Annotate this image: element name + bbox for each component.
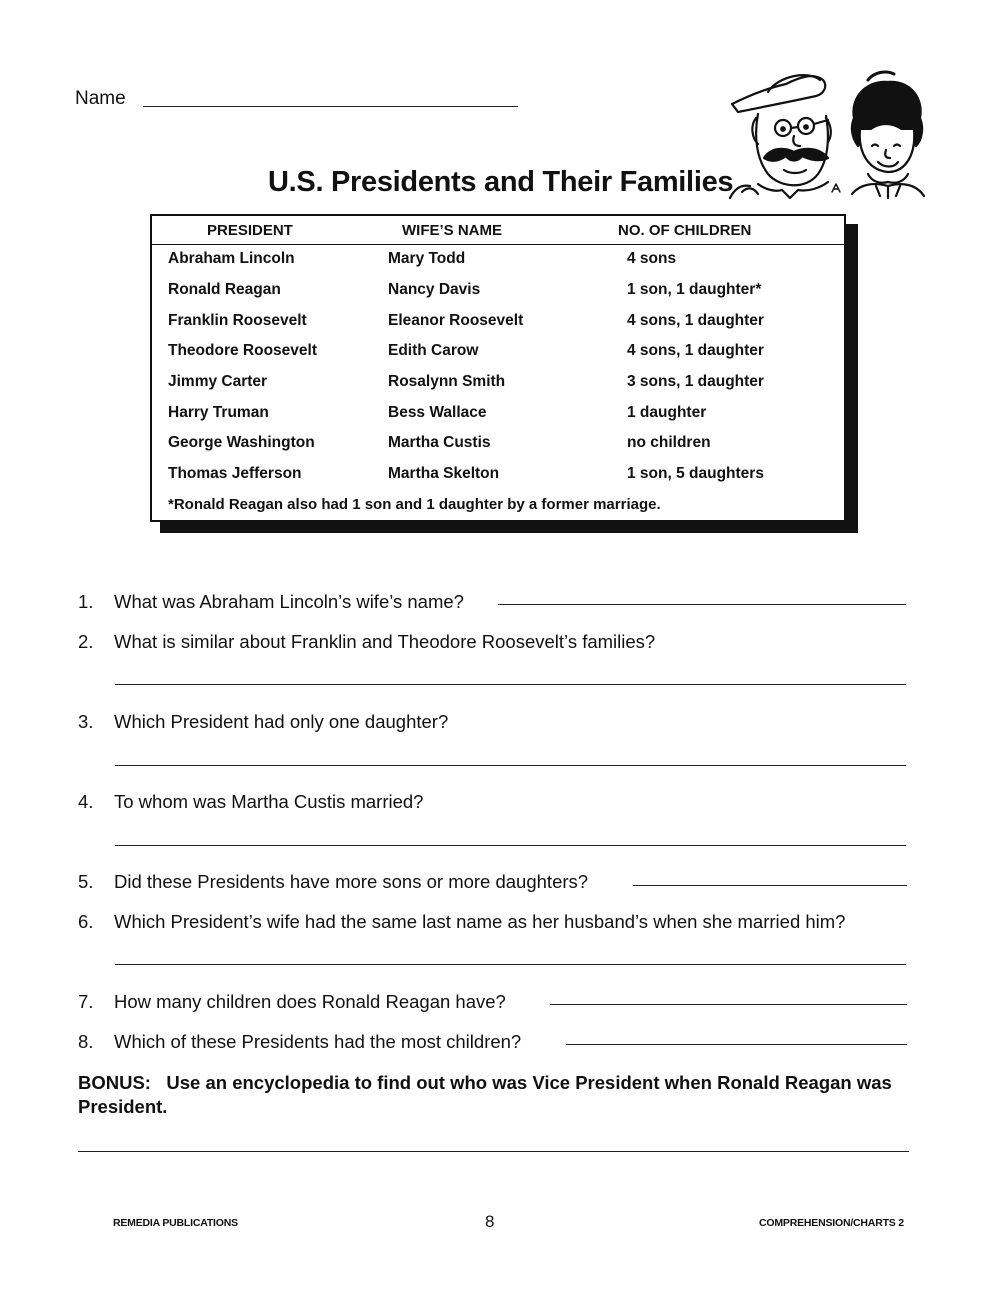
question-1	[78, 591, 464, 613]
president-cell: George Washington	[168, 434, 315, 451]
children-cell: 3 sons, 1 daughter	[627, 373, 764, 390]
table-row	[152, 312, 844, 342]
question-text: Which of these Presidents had the most children?	[114, 1031, 522, 1052]
name-answer-line[interactable]	[143, 106, 518, 107]
children-cell: 4 sons, 1 daughter	[627, 342, 764, 359]
question-text: How many children does Ronald Reagan have?	[114, 991, 506, 1012]
table-row	[152, 281, 844, 311]
president-cell: Jimmy Carter	[168, 373, 268, 390]
footer-publisher: REMEDIA PUBLICATIONS	[113, 1217, 238, 1229]
wife-cell: Rosalynn Smith	[388, 373, 506, 390]
answer-line-1[interactable]	[498, 604, 906, 605]
question-number: 8.	[78, 1031, 94, 1052]
president-cell: Theodore Roosevelt	[168, 342, 317, 359]
page-number: 8	[485, 1212, 495, 1231]
president-cell: Franklin Roosevelt	[168, 312, 307, 329]
answer-line-4[interactable]	[115, 845, 906, 846]
president-cell: Abraham Lincoln	[168, 250, 295, 267]
president-cell: Thomas Jefferson	[168, 465, 302, 482]
president-cell: Ronald Reagan	[168, 281, 281, 298]
question-text: Did these Presidents have more sons or more daughters?	[114, 871, 589, 892]
question-6	[78, 911, 845, 933]
answer-line-5[interactable]	[633, 885, 907, 886]
question-7	[78, 991, 506, 1013]
question-number: 7.	[78, 991, 94, 1012]
wife-cell: Nancy Davis	[388, 281, 481, 298]
table-row	[152, 342, 844, 372]
question-number: 3.	[78, 711, 94, 732]
question-number: 2.	[78, 631, 94, 652]
table-row	[152, 250, 844, 280]
question-text: What is similar about Franklin and Theodore Roosevelt’s families?	[114, 631, 656, 652]
question-text: Which President’s wife had the same last name as her husband’s when she married him?	[114, 911, 846, 932]
column-header-children: NO. OF CHILDREN	[618, 222, 752, 239]
table-row	[152, 465, 844, 495]
wife-cell: Bess Wallace	[388, 404, 487, 421]
wife-cell: Martha Skelton	[388, 465, 500, 482]
question-text: Which President had only one daughter?	[114, 711, 449, 732]
children-cell: 1 daughter	[627, 404, 707, 421]
answer-line-7[interactable]	[550, 1004, 907, 1005]
wife-cell: Martha Custis	[388, 434, 491, 451]
column-header-president: PRESIDENT	[207, 222, 293, 239]
children-cell: no children	[627, 434, 711, 451]
column-header-wife: WIFE’S NAME	[402, 222, 502, 239]
wife-cell: Edith Carow	[388, 342, 479, 359]
answer-line-6[interactable]	[115, 964, 906, 965]
answer-line-3[interactable]	[115, 765, 906, 766]
president-and-first-lady-caricature-icon	[728, 66, 928, 206]
page-title: U.S. Presidents and Their Families	[268, 166, 734, 198]
question-number: 1.	[78, 591, 94, 612]
question-5	[78, 871, 588, 893]
children-cell: 1 son, 5 daughters	[627, 465, 764, 482]
bonus-text: Use an encyclopedia to find out who was Vice President when Ronald Reagan was President.	[78, 1072, 892, 1117]
question-number: 4.	[78, 791, 94, 812]
bonus-label: BONUS:	[78, 1072, 151, 1093]
table-footnote: *Ronald Reagan also had 1 son and 1 daughter by a former marriage.	[168, 496, 661, 513]
children-cell: 4 sons	[627, 250, 677, 267]
table-header-row	[152, 216, 844, 245]
table-row	[152, 434, 844, 464]
bonus-answer-line[interactable]	[78, 1151, 909, 1152]
question-text: What was Abraham Lincoln’s wife’s name?	[114, 591, 464, 612]
wife-cell: Mary Todd	[388, 250, 466, 267]
table-row	[152, 373, 844, 403]
table-row	[152, 404, 844, 434]
wife-cell: Eleanor Roosevelt	[388, 312, 524, 329]
bonus-question	[78, 1071, 913, 1119]
footer-series: COMPREHENSION/CHARTS 2	[759, 1217, 904, 1229]
president-cell: Harry Truman	[168, 404, 269, 421]
question-3	[78, 711, 448, 733]
name-label: Name	[75, 88, 126, 109]
question-2	[78, 631, 655, 653]
question-4	[78, 791, 423, 813]
children-cell: 1 son, 1 daughter*	[627, 281, 762, 298]
question-number: 5.	[78, 871, 94, 892]
answer-line-8[interactable]	[566, 1044, 907, 1045]
presidents-table	[150, 214, 846, 522]
children-cell: 4 sons, 1 daughter	[627, 312, 764, 329]
question-8	[78, 1031, 521, 1053]
question-text: To whom was Martha Custis married?	[114, 791, 424, 812]
answer-line-2[interactable]	[115, 684, 906, 685]
question-number: 6.	[78, 911, 94, 932]
